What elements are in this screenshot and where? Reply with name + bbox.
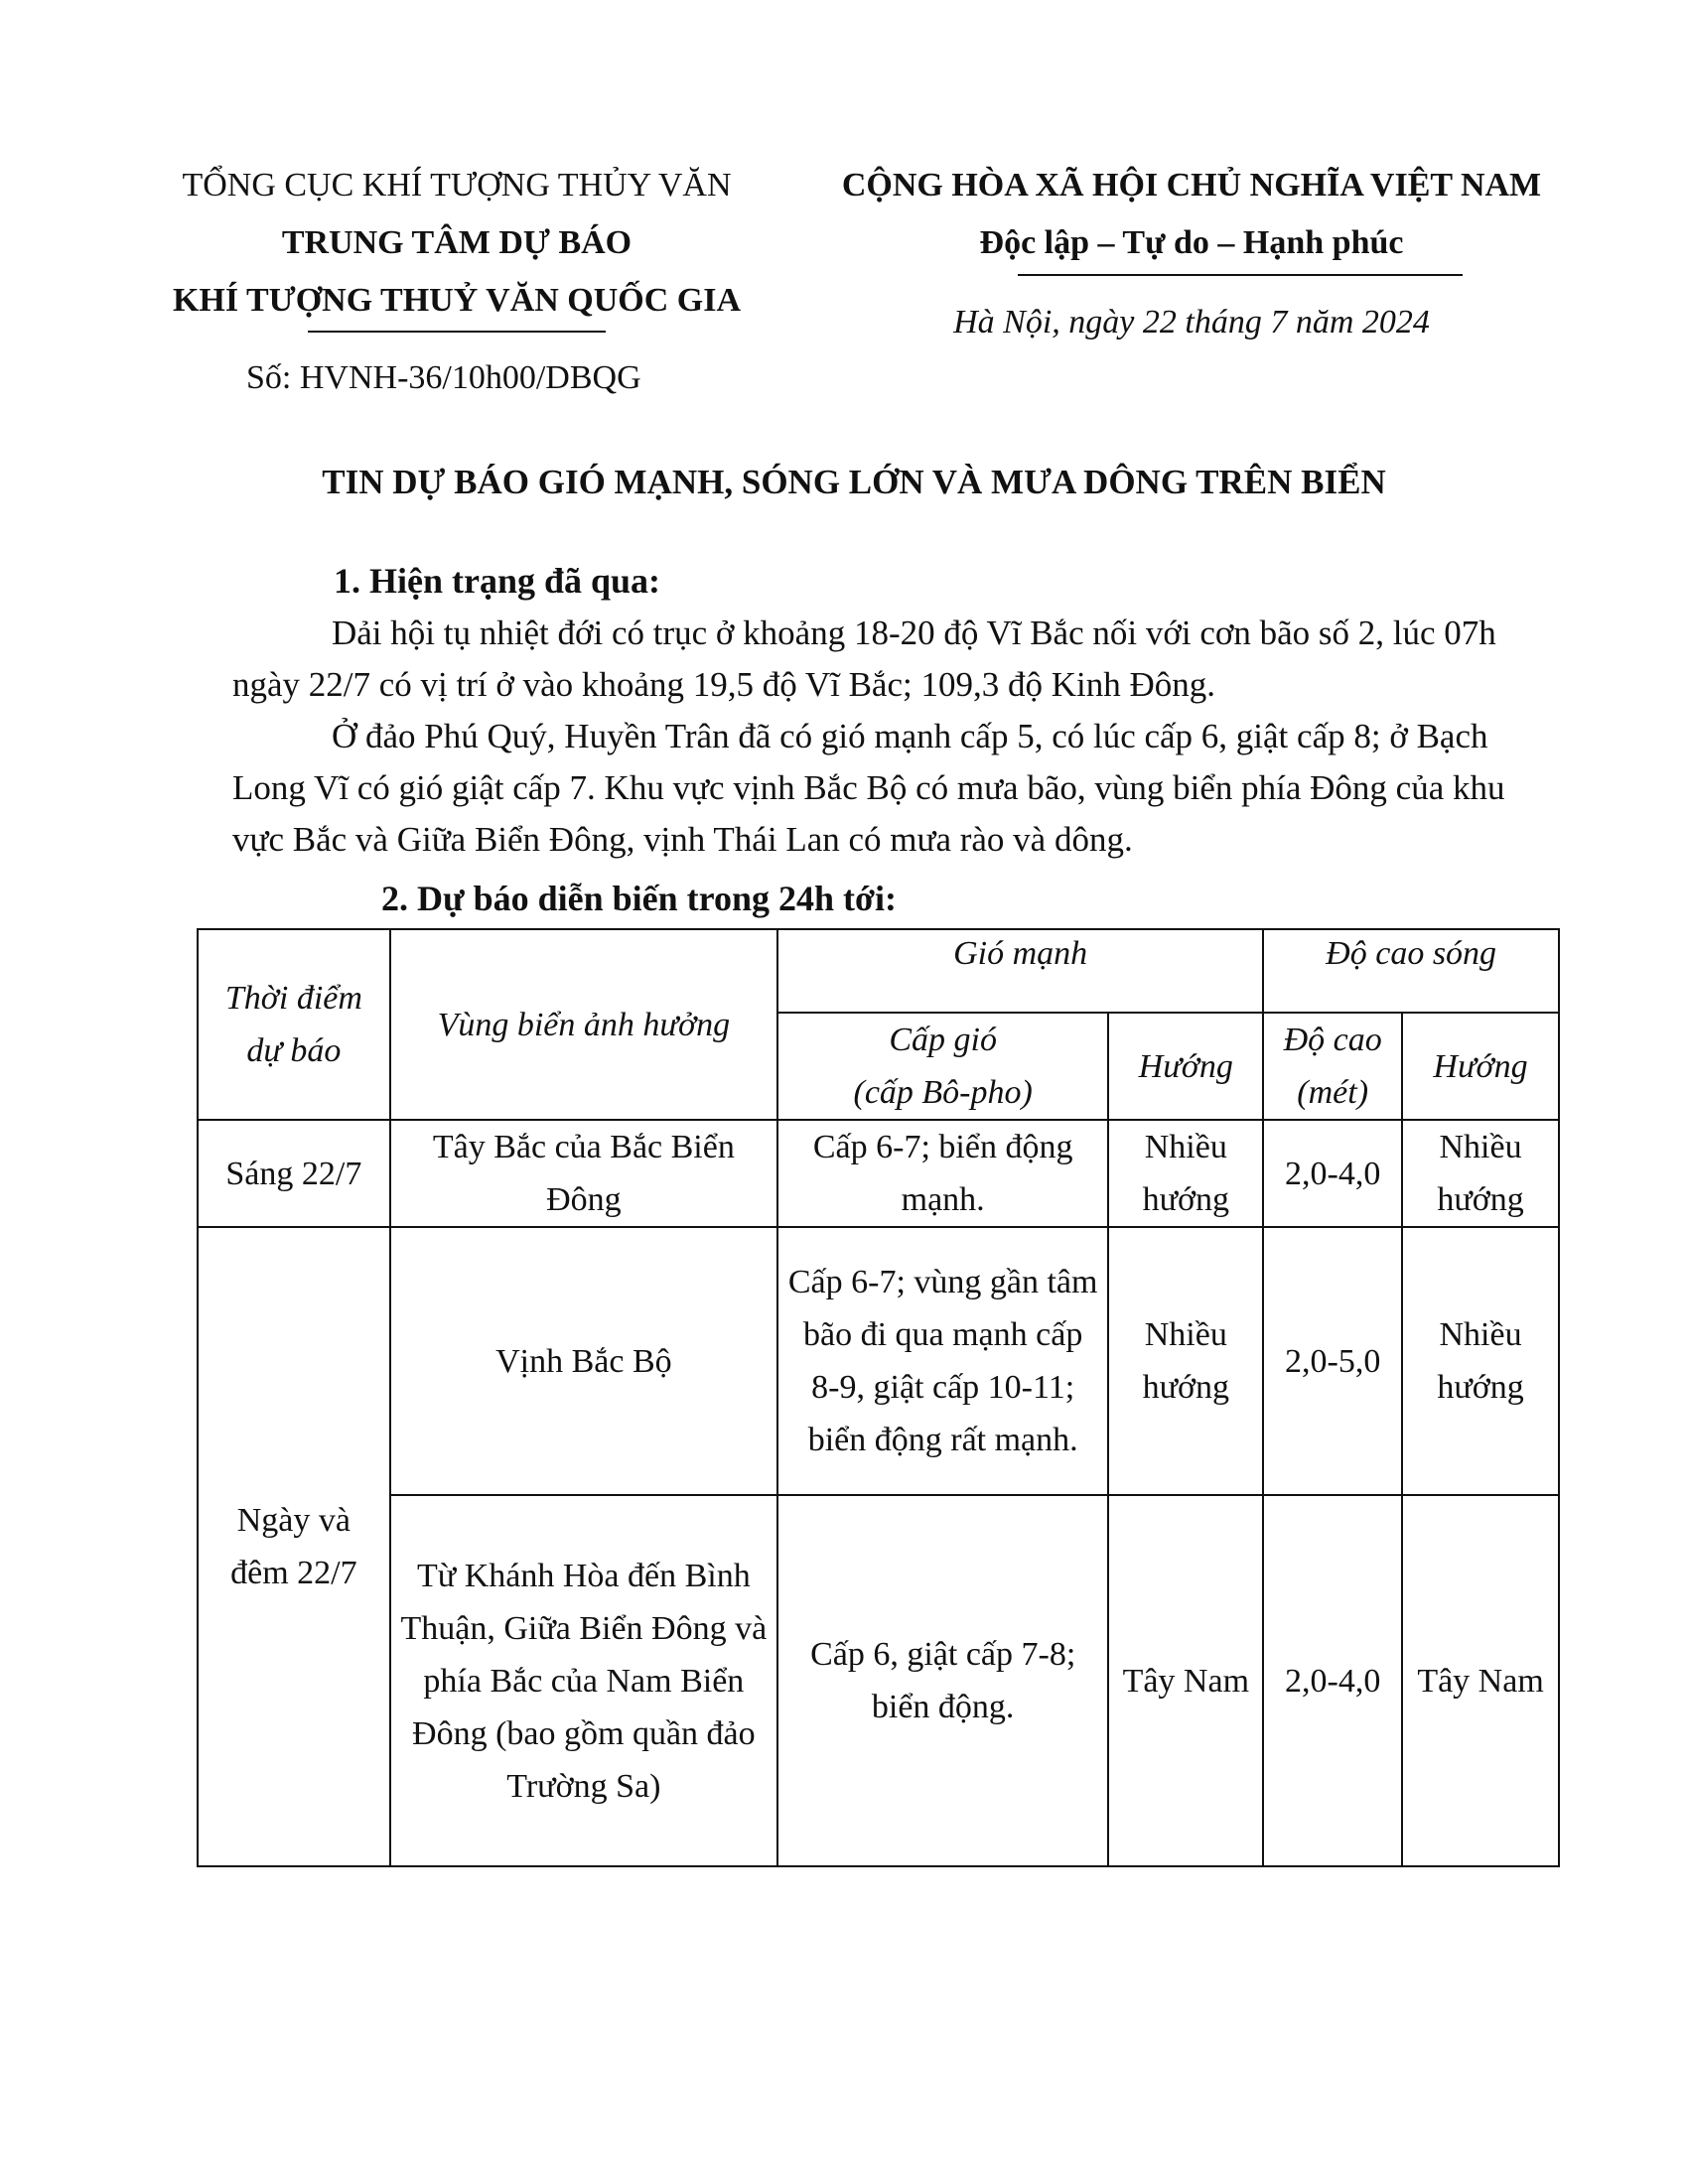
header-wind-level-label: Cấp gió bbox=[889, 1022, 997, 1058]
header-region: Vùng biển ảnh hưởng bbox=[390, 929, 777, 1120]
row1-time: Sáng 22/7 bbox=[198, 1120, 390, 1227]
header-wave: Độ cao sóng bbox=[1263, 929, 1559, 1013]
section1-paragraph2 bbox=[232, 711, 1553, 866]
center-name-line1: TRUNG TÂM DỰ BÁO bbox=[281, 224, 633, 261]
row1-wave-direction: Nhiều hướng bbox=[1402, 1120, 1559, 1227]
document-title: TIN DỰ BÁO GIÓ MẠNH, SÓNG LỚN VÀ MƯA DÔNG TRÊN BIỂN bbox=[322, 463, 1386, 501]
section1-paragraph1-text: Dải hội tụ nhiệt đới có trục ở khoảng 18-20 độ Vĩ Bắc nối với cơn bão số 2, lúc 07h ngày 22/7 có vị trí ở vào khoảng 19,5 độ Vĩ Bắc; 109,3 độ Kinh Đông. bbox=[232, 614, 1496, 704]
issue-date: Hà Nội, ngày 22 tháng 7 năm 2024 bbox=[953, 304, 1430, 341]
header-wind-direction: Hướng bbox=[1108, 1013, 1263, 1120]
row2-wind-level: Cấp 6-7; vùng gần tâm bão đi qua mạnh cấp 8-9, giật cấp 10-11; biển động rất mạnh. bbox=[777, 1227, 1108, 1495]
header-wave-height-label: Độ cao bbox=[1283, 1022, 1382, 1058]
row2-region: Vịnh Bắc Bộ bbox=[390, 1227, 777, 1495]
table-header-row-1 bbox=[198, 929, 1559, 1013]
section1-paragraph2-text: Ở đảo Phú Quý, Huyền Trân đã có gió mạnh cấp 5, có lúc cấp 6, giật cấp 8; ở Bạch Long Vĩ có gió giật cấp 7. Khu vực vịnh Bắc Bộ có mưa bão, vùng biển phía Đông của khu vực Bắc và Giữa Biển Đông, vịnh Thái Lan có mưa rào và dông. bbox=[232, 717, 1505, 859]
row2-wind-direction: Nhiều hướng bbox=[1108, 1227, 1263, 1495]
left-header-underline bbox=[308, 331, 606, 333]
table-row bbox=[198, 1120, 1559, 1227]
header-wind: Gió mạnh bbox=[777, 929, 1263, 1013]
row3-wave-direction: Tây Nam bbox=[1402, 1495, 1559, 1866]
row2-time: Ngày và đêm 22/7 bbox=[198, 1227, 390, 1866]
row1-wind-level: Cấp 6-7; biển động mạnh. bbox=[777, 1120, 1108, 1227]
header-time: Thời điểm dự báo bbox=[198, 929, 390, 1120]
forecast-table bbox=[197, 928, 1560, 1867]
header-wave-height bbox=[1263, 1013, 1402, 1120]
header-wave-direction: Hướng bbox=[1402, 1013, 1559, 1120]
header-wind-level-unit: (cấp Bô-pho) bbox=[853, 1074, 1033, 1111]
table-row bbox=[198, 1227, 1559, 1495]
section2-heading: 2. Dự báo diễn biến trong 24h tới: bbox=[381, 879, 897, 918]
row3-wave-height: 2,0-4,0 bbox=[1263, 1495, 1402, 1866]
table-row bbox=[198, 1495, 1559, 1866]
row3-region: Từ Khánh Hòa đến Bình Thuận, Giữa Biển Đông và phía Bắc của Nam Biển Đông (bao gồm quần đảo Trường Sa) bbox=[390, 1495, 777, 1866]
row3-wind-level: Cấp 6, giật cấp 7-8; biển động. bbox=[777, 1495, 1108, 1866]
row2-wave-height: 2,0-5,0 bbox=[1263, 1227, 1402, 1495]
center-name-line2: KHÍ TƯỢNG THUỶ VĂN QUỐC GIA bbox=[172, 282, 742, 319]
row1-wind-direction: Nhiều hướng bbox=[1108, 1120, 1263, 1227]
country-name: CỘNG HÒA XÃ HỘI CHỦ NGHĨA VIỆT NAM bbox=[841, 167, 1542, 204]
section1-paragraph1 bbox=[232, 608, 1553, 711]
document-number: Số: HVNH-36/10h00/DBQG bbox=[246, 359, 641, 396]
header-wind-level bbox=[777, 1013, 1108, 1120]
section1-heading: 1. Hiện trạng đã qua: bbox=[334, 561, 661, 601]
motto-underline bbox=[1018, 274, 1463, 276]
agency-name: TỔNG CỤC KHÍ TƯỢNG THỦY VĂN bbox=[182, 167, 732, 204]
row3-wind-direction: Tây Nam bbox=[1108, 1495, 1263, 1866]
header-wave-height-unit: (mét) bbox=[1297, 1074, 1369, 1111]
row2-wave-direction: Nhiều hướng bbox=[1402, 1227, 1559, 1495]
national-motto: Độc lập – Tự do – Hạnh phúc bbox=[979, 224, 1404, 261]
row1-wave-height: 2,0-4,0 bbox=[1263, 1120, 1402, 1227]
row1-region: Tây Bắc của Bắc Biển Đông bbox=[390, 1120, 777, 1227]
